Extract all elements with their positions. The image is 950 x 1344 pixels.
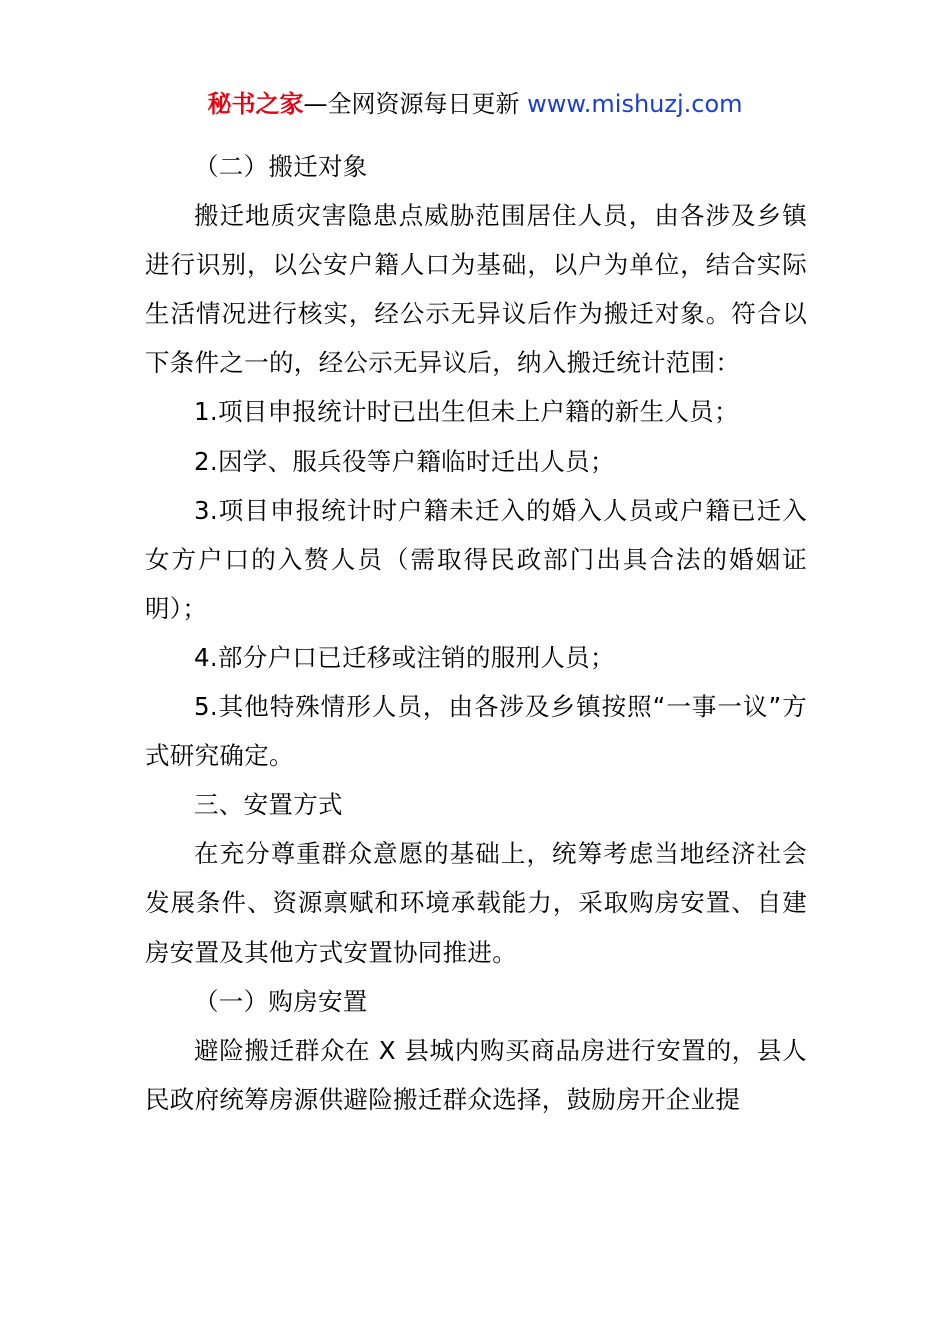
section-heading-relocation-targets: （二）搬迁对象 [194,152,368,181]
section-heading-resettlement-methods: 三、安置方式 [194,790,343,820]
paragraph-purchase-housing: 避险搬迁群众在 X 县城内购买商品房进行安置的，县人民政府统筹房源供避险搬迁群众选择，鼓励房开企业提 [145,1035,807,1114]
site-url-link[interactable]: www.mishuzj.com [527,90,743,118]
list-item-1: 1.项目申报统计时已出生但未上户籍的新生人员； [194,397,739,427]
paragraph-relocation-targets: 搬迁地质灾害隐患点威胁范围居住人员，由各涉及乡镇进行识别，以公安户籍人口为基础，以户为单位，结合实际生活情况进行核实，经公示无异议后作为搬迁对象。符合以下条件之一的，经公示无异议后，纳入搬迁统计范围： [145,201,807,378]
list-item-4: 4.部分户口已迁移或注销的服刑人员； [194,642,615,672]
list-item-2: 2.因学、服兵役等户籍临时迁出人员； [194,446,615,476]
paragraph-resettlement-methods: 在充分尊重群众意愿的基础上，统筹考虑当地经济社会发展条件、资源禀赋和环境承载能力，采取购房安置、自建房安置及其他方式安置协同推进。 [145,839,807,967]
list-item-3: 3.项目申报统计时户籍未迁入的婚入人员或户籍已迁入女方户口的入赘人员（需取得民政部门出具合法的婚姻证明）； [145,495,807,623]
header-tagline: —全网资源每日更新 [303,90,528,118]
brand-name: 秘书之家 [207,90,304,118]
list-item-5: 5.其他特殊情形人员，由各涉及乡镇按照“一事一议”方式研究确定。 [145,692,807,771]
subsection-heading-purchase-housing: （一）购房安置 [194,986,368,1016]
site-header [0,86,950,122]
document-body [145,142,807,1124]
